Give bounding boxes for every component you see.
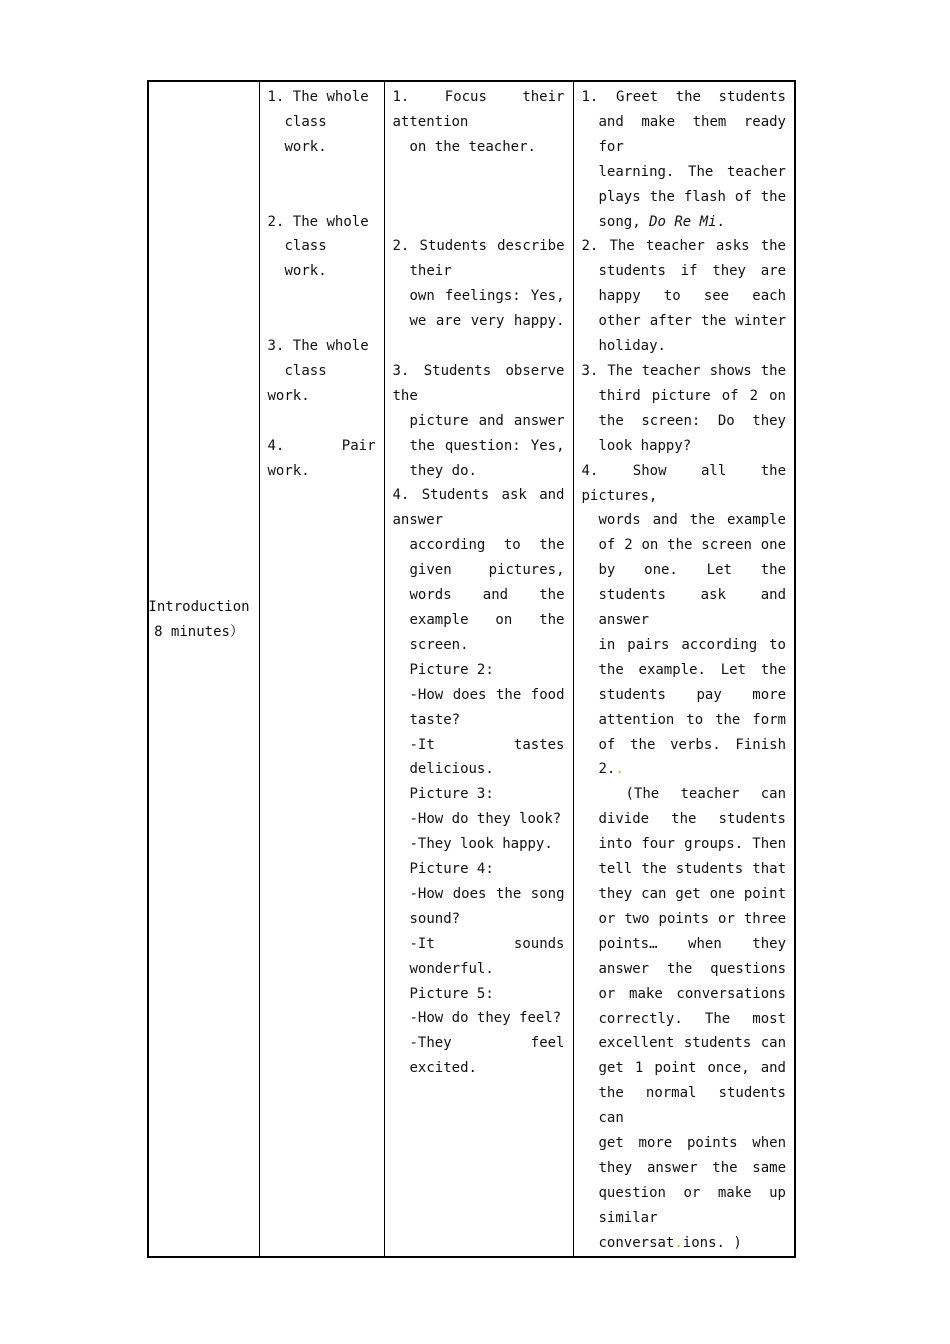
organization-item-2: 2. The whole class work. (267, 213, 369, 280)
stage-cell (148, 81, 259, 1257)
picture-3-label: Picture 3: (409, 786, 494, 803)
introduction-row (148, 81, 795, 1257)
teacher-activity-3: 3. The teacher shows the third picture of 2 on the screen: Do they look happy? (581, 362, 786, 454)
stage-name: Introduction (148, 599, 250, 615)
picture-5-question: -How do they feel? (409, 1010, 562, 1027)
song-title: Do Re Mi (649, 213, 717, 230)
stage-duration: 8 minutes） (154, 623, 244, 640)
student-activity-2: 2. Students describe their own feelings: Yes, we are very happy. (392, 238, 565, 330)
lesson-plan-table (147, 80, 796, 1258)
teacher-activity-2: 2. The teacher asks the students if they are happy to see each other after the winter holiday. (581, 238, 786, 355)
picture-2-question: -How does the food (409, 686, 565, 703)
students-activity-cell (384, 81, 573, 1257)
picture-3-answer: -They look happy. (409, 836, 553, 853)
teacher-activity-cell (573, 81, 795, 1257)
organization-item-3: 3. The whole class work. (267, 338, 369, 404)
organization-cell (259, 81, 384, 1257)
student-activity-1: 1. Focus their attention on the teacher. (392, 89, 565, 155)
picture-4-question: -How does the song (409, 885, 565, 902)
picture-4-answer: -It sounds (409, 935, 565, 952)
teacher-note: (The teacher can divide the students into four groups. Then tell the students that they can get one point or two points or three points… when they answer the questions or make conversations correctly. The most excellent students can get 1 point once, and the normal students can get more points when they answer the same question or make up similar conversat.ions. ) (598, 786, 786, 1251)
picture-5-label: Picture 5: (409, 985, 494, 1002)
stage-label (119, 595, 279, 645)
student-activity-3: 3. Students observe the picture and answer the question: Yes, they do. (392, 362, 565, 479)
picture-5-answer: -They feel (409, 1035, 565, 1052)
organization-item-1: 1. The whole class work. (267, 89, 369, 155)
picture-2-label: Picture 2: (409, 661, 494, 678)
teacher-activity-1: 1. Greet the students and make them ready for learning. The teacher plays the flash of the song, Do Re Mi. (581, 89, 786, 230)
organization-item-4: 4. Pair work. (267, 437, 376, 479)
student-activity-4: 4. Students ask and answer according to the given pictures, words and the example on the screen. Picture 2: -How does the food taste? -It tastes delicious. Picture 3: -How do they look? -They look happy. Picture 4: -How does the song sound? -It sounds wonderful. Picture 5: -How do they feel? -They feel excited. (392, 487, 565, 1077)
teacher-activity-4: 4. Show all the pictures, words and the example of 2 on the screen one by one. Let the students ask and answer in pairs according to the example. Let the students pay more attention to the form of the verbs. Finish 2.. (581, 462, 786, 778)
picture-2-answer: -It tastes (409, 736, 565, 753)
picture-4-label: Picture 4: (409, 861, 494, 878)
picture-3-question: -How do they look? (409, 811, 562, 828)
